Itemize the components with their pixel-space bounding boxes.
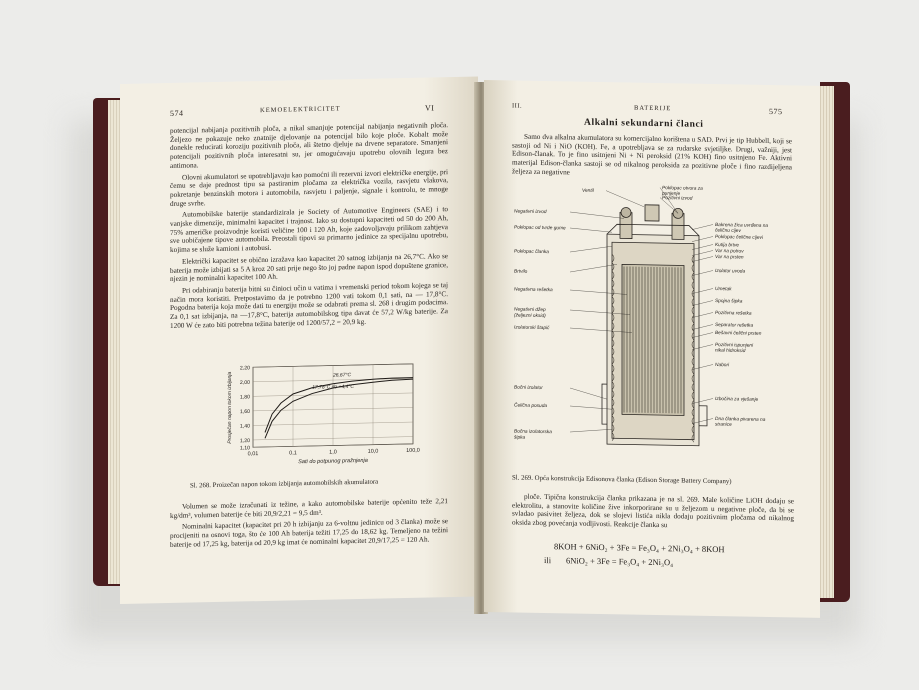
callout-right: Bakrena žica uvrđena načeličnu cijev (715, 223, 769, 234)
leader-line (606, 191, 644, 207)
y-tick-label: 1,60 (239, 408, 250, 416)
callout-left: Bočni izolator (514, 385, 543, 392)
y-tick-label: 2,20 (239, 365, 250, 372)
voltage-chart (215, 356, 425, 478)
left-page (120, 77, 478, 604)
y-tick-label: 1,40 (239, 423, 250, 430)
left-body-text (170, 121, 448, 333)
x-tick-label: 1,0 (329, 449, 337, 456)
page-number: 575 (769, 106, 783, 117)
callout-right: Poklopac otvora zapunjenje (662, 186, 703, 197)
callout-left: Poklopac članka (514, 249, 549, 256)
callout-right: Kutija brtve (715, 243, 739, 249)
callout-right: Izolator uvoda (715, 269, 746, 275)
x-tick-label: 0,01 (247, 451, 259, 458)
leader-line (692, 224, 713, 230)
callout-left: Ventil (582, 188, 594, 194)
y-tick-label: 1,20 (239, 438, 250, 445)
callout-right: Bešavni čelični prsten (715, 331, 762, 337)
paragraph: Olovni akumulatori se upotrebljavaju kao pomoćni ili rezervni izvori električke energije, pri čemu se daje prednost tipu sa pastiranim pločama za električka vozila, rasvjetu vlakova, pokretanje benzinskih motora i automobila, rasvjetu i paljenje, signale i kontrolu, te mnoge druge svrhe. (170, 167, 448, 208)
paragraph: Nominalni kapacitet (kapacitet pri 20 h izbijanju za 6-voltnu jedinicu od 3 članka) može se procijeniti na osnovi toga, što će 100 Ah baterija težiti 17,25 do 18,62 kg. Temeljeno na težini baterije od 17,25 kg, baterija od 20,9 kg imat će nominalni kapacitet 20,9/17,25 = 120 Ah. (170, 517, 448, 549)
callout-right: Poklopac čelične cijevi (715, 235, 763, 241)
paragraph: Pri odabiranju baterija bitni su činioci učin u vatima i vremenski period tokom kojega se taj način mora koristiti. Pretpostavimo da je potrebno 1200 vati tokom 0,1 sati, na — 17,8°C. Pogodna baterija koja može dati tu energiju može se odabrati prema sl. 268 i drugim podacima. Za 0,1 sat izbijanja, na —17,8°C, baterija automobilskog tipa davat će 57,2 W/kg baterije. Za 1200 W će zato biti potrebna težina baterije od 1200/57,2 = 20,9 kg. (170, 281, 448, 330)
callout-left: Čelična posuda (514, 403, 548, 410)
callout-left: Izolatorski štapić (514, 325, 550, 332)
page-number: 574 (170, 108, 184, 118)
chapter-number: III. (512, 102, 523, 110)
y-tick-label: 1,80 (239, 394, 250, 401)
y-tick-label: 1,10 (239, 445, 250, 452)
diagram-svg (512, 182, 794, 477)
callout-left: Negativna rešetka (514, 287, 553, 294)
callout-left: Negativni džep(željezni oksid) (514, 307, 546, 320)
leader-line (570, 406, 612, 409)
callout-left: Bočna izolatorskašipka (514, 429, 552, 441)
x-tick-label: 100,0 (406, 447, 420, 455)
right-page (484, 80, 820, 618)
leader-line (570, 228, 612, 232)
callout-right: Izbočina za vješanje (715, 397, 759, 403)
callout-right: Separator rešetka (715, 323, 754, 329)
right-body-text (512, 492, 794, 535)
callout-right: Var na potrov (715, 249, 744, 255)
equation-1: 8KOH + 6NiO₂ + 3Fe = Fe₃O₄ + 2Ni₃O₄ + 8KOH (554, 541, 725, 555)
paragraph: Električki kapacitet se obično izražava kao kapacitet 20 satnog izbijanja na 26,7°C. Ako se baterija može izbijati sa 5 A kroz 20 sati prije nego što joj padne napon ispod dopuštene granice, njezin je nominalni kapacitet 100 Ah. (170, 251, 448, 284)
callout-right: Pozitivna rešetka (715, 311, 752, 317)
leader-line (570, 246, 612, 253)
callout-left: Brtvilo (514, 269, 528, 275)
edison-cell-diagram (512, 182, 794, 477)
callout-left: Poklopac od tvrde gume (514, 225, 566, 232)
callout-right: Var na prsten (715, 255, 744, 261)
y-axis-label: Prosječan napon tokom izbijanja (227, 371, 233, 444)
callout-right: Pozitivni ispunjeninikal hidroksid (715, 343, 754, 355)
equation-2-prefix: ili (544, 555, 552, 566)
equation-2: 6NiO₂ + 3Fe = Fe₃O₄ + 2Ni₃O₄ (566, 555, 674, 568)
leader-line (570, 388, 607, 399)
paragraph: potencijal nabijanja pozitivnih ploča, a nikal smanjuje potencijal nabijanja negativnih ploča. Željezo ne pokazuje neko znatnije djelovanje na potencijal bilo koje ploče. Kobalt može donekle reducirati koroziju pozitivnih ploča, ali štetno djeluje na drvene separatore. Smanjeni potencijali pozitivnih ploča interesatni su, jer omogućavaju upotrebu olovnih legura bez antimona. (170, 121, 448, 170)
chart-svg (215, 356, 425, 478)
leader-line (570, 212, 624, 218)
left-body-text-2 (170, 497, 448, 552)
leader-line (570, 429, 612, 433)
paragraph: ploče. Tipična konstrukcija članka prikazana je na sl. 269. Male količine LiOH dodaju se elektrolitu, a stanovite količine žive inkorporirane su u željezom u negativne ploče, da bi se svladao pasivitet željeza, dok se slojevi listića nikla dodaju pozitivnim pločama od nikalnog oksida zbog povećanja vodljivosti. Reakcije članka su (512, 492, 794, 530)
figure-caption-268: Sl. 268. Proizečan napon tokom izbijanja automobilskih akumulatora (190, 478, 379, 490)
chapter-number: VI (425, 103, 435, 113)
x-tick-label: 0,1 (289, 450, 297, 457)
callout-right: Dna članka pivarena nastranice (715, 417, 766, 428)
paragraph: Automobilske baterije standardizirala je Society of Automotive Engineers (SAE) i to vanjske dimenzije, minimalni kapacitet i trajnost. Iako su dostupni kapaciteti od 50 do 200 Ah, 75% američke proizvodnje koristi veličine 100 i 120 Ah, koje zadovoljavaju prilikom zahtjeva sve uobičajene tipove automobila. Preostali tipovi su primarno jedinice za specijalnu upotrebu, kojima se služe kamioni i autobusi. (170, 205, 448, 255)
callout-left: Negativni izvod (514, 209, 547, 216)
paragraph: Volumen se može izračunati iz težine, a kako automobilske baterije općenito teže 2,21 kg/dm³, volumen baterije će biti 20,9/2,21 = 9,5 dm³. (170, 497, 448, 520)
section-title: Alkalni sekundarni članci (584, 117, 704, 130)
figure-caption-269: Sl. 269. Opća konstrukcija Edisonova članka (Edison Storage Battery Company) (512, 474, 732, 486)
x-axis-label: Sati do potpunog pražnjenja (298, 457, 368, 466)
x-tick-label: 10,0 (367, 448, 379, 455)
y-tick-label: 2,00 (239, 379, 250, 387)
callout-right: Umetak (715, 287, 732, 293)
series-label: 26,67°C (333, 372, 352, 379)
series-label: 17,78°C do +4,4°C (312, 383, 355, 391)
paragraph: Samo dva alkalna akumulatora su komercijalno korištena u SAD. Prvi je tip Hubbell, koji se sastoji od Ni i NiO (KOH). Fe, a upotrebljava se za rudarske svjetiljke. Drugi, važniji, jest Edison-članak. To je fino usitnjeni Ni + Ni peroksid (21% KOH) fino usitnjeno Fe. Aktivni materijal Edison-članka sastoji se od nikalnog peroksida za pozitivne ploče i fino razdijeljena željeza za negativne (512, 132, 792, 177)
running-head: BATERIJE (634, 104, 672, 113)
callout-right: Spojna šipka (715, 299, 743, 305)
callout-right: Pozitivni izvod (662, 196, 693, 202)
running-head: KEMOELEKTRICITET (260, 105, 341, 115)
callout-right: Nabori (715, 363, 730, 369)
right-intro-text (512, 132, 792, 183)
